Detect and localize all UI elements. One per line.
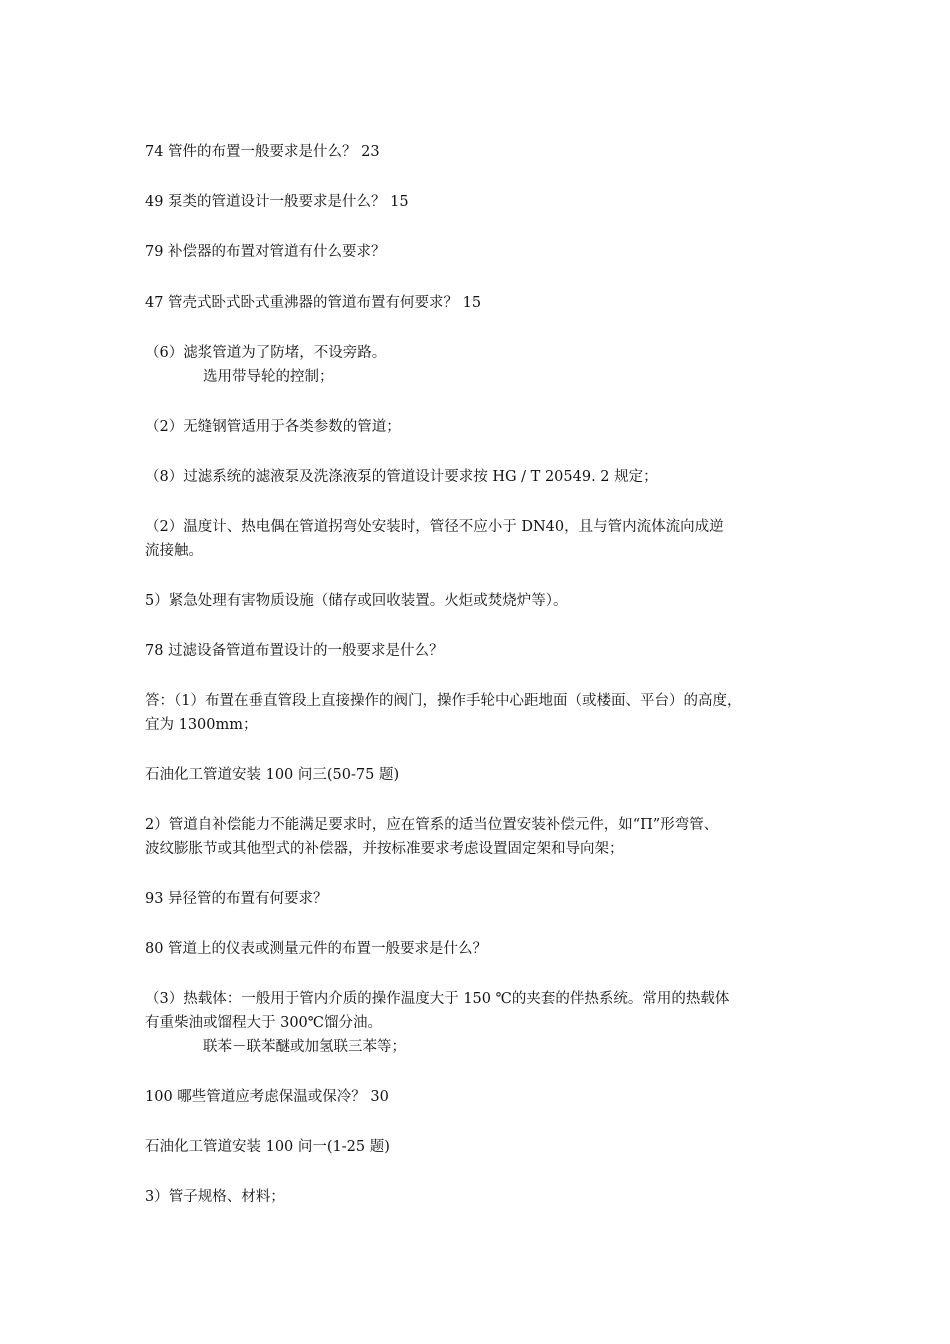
text-line-answer-cont: 宜为 1300mm； bbox=[145, 717, 258, 733]
text-line-item2-thermo: （2）温度计、热电偶在管道拐弯处安装时，管径不应小于 DN40，且与管内流体流向成逆 bbox=[145, 519, 724, 535]
text-line-item8: （8）过滤系统的滤液泵及洗涤液泵的管道设计要求按 HG / T 20549. 2 规定； bbox=[145, 469, 658, 485]
text-line-q47: 47 管壳式卧式卧式重沸器的管道布置有何要求？ 15 bbox=[145, 295, 482, 311]
text-line-item2-thermo-cont: 流接触。 bbox=[145, 543, 203, 559]
text-line-section-1: 石油化工管道安装 100 问一(1-25 题) bbox=[145, 1139, 390, 1155]
text-line-section-3: 石油化工管道安装 100 问三(50-75 题) bbox=[145, 767, 400, 783]
text-line-item2-seamless: （2）无缝钢管适用于各类参数的管道； bbox=[145, 419, 401, 435]
text-line-q74: 74 管件的布置一般要求是什么？ 23 bbox=[145, 144, 380, 160]
text-line-item3-heat-cont: 有重柴油或馏程大于 300℃馏分油。 bbox=[145, 1015, 383, 1031]
text-line-item2-comp: 2）管道自补偿能力不能满足要求时，应在管系的适当位置安装补偿元件，如“Π”形弯管、 bbox=[145, 817, 719, 833]
text-line-answer: 答：（1）布置在垂直管段上直接操作的阀门，操作手轮中心距地面（或楼面、平台）的高度， bbox=[145, 693, 742, 709]
text-line-item6: （6）滤浆管道为了防堵，不设旁路。 bbox=[145, 345, 387, 361]
text-line-item2-comp-cont: 波纹膨胀节或其他型式的补偿器，并按标准要求考虑设置固定架和导向架； bbox=[145, 841, 624, 857]
text-line-q49: 49 泵类的管道设计一般要求是什么？ 15 bbox=[145, 194, 409, 210]
text-line-item3-heat-cont2: 联苯－联苯醚或加氢联三苯等； bbox=[203, 1039, 406, 1055]
text-line-q100: 100 哪些管道应考虑保温或保冷？ 30 bbox=[145, 1089, 389, 1105]
text-line-item6-cont: 选用带导轮的控制； bbox=[203, 369, 334, 385]
text-line-q80: 80 管道上的仪表或测量元件的布置一般要求是什么？ bbox=[145, 941, 488, 957]
text-line-item5: 5）紧急处理有害物质设施（储存或回收装置。火炬或焚烧炉等）。 bbox=[145, 593, 568, 609]
text-line-item3-pipe: 3）管子规格、材料； bbox=[145, 1189, 285, 1205]
text-line-q78: 78 过滤设备管道布置设计的一般要求是什么？ bbox=[145, 643, 444, 659]
text-line-q79: 79 补偿器的布置对管道有什么要求？ bbox=[145, 244, 386, 260]
text-line-item3-heat: （3）热载体：一般用于管内介质的操作温度大于 150 ℃的夹套的伴热系统。常用的热载体 bbox=[145, 991, 730, 1007]
text-line-q93: 93 异径管的布置有何要求？ bbox=[145, 891, 328, 907]
